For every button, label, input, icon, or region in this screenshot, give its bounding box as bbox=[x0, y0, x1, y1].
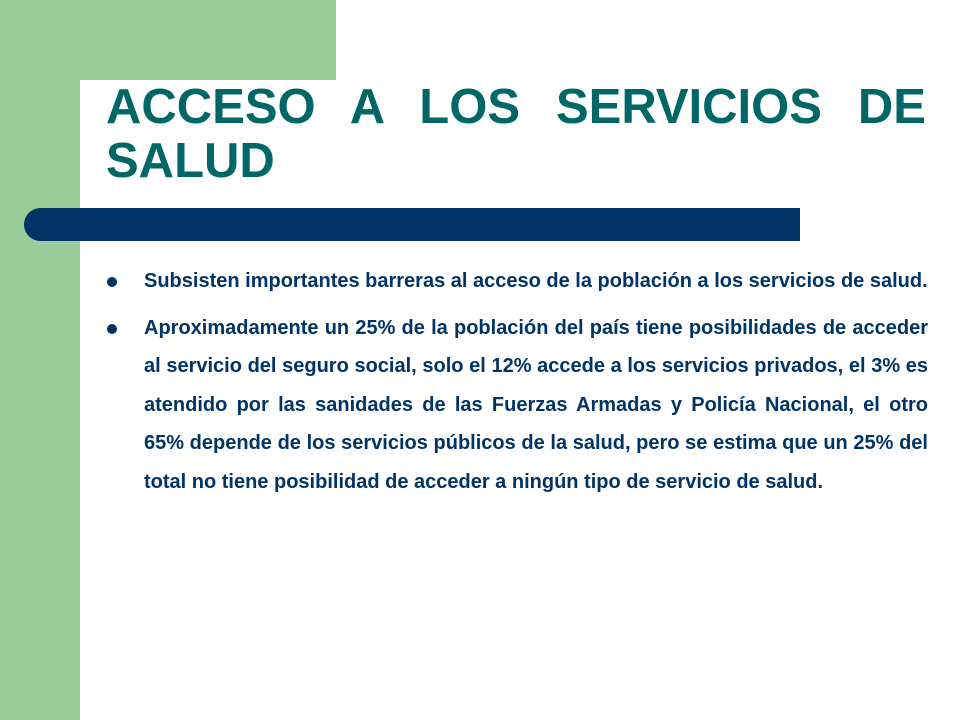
slide-title: ACCESO A LOS SERVICIOS DE SALUD bbox=[106, 80, 926, 188]
bullet-dot-icon bbox=[107, 324, 117, 334]
bullet-item bbox=[106, 262, 928, 301]
decorative-green-band-top bbox=[0, 0, 336, 80]
decorative-green-band-left bbox=[0, 0, 80, 720]
title-underline-bar bbox=[24, 208, 800, 241]
bullet-text: Aproximadamente un 25% de la población del país tiene posibilidades de acceder al servicio del seguro social, solo el 12% accede a los servicios privados, el 3% es atendido por las sanidades de las Fuerzas Armadas y Policía Nacional, el otro 65% depende de los servicios públicos de la salud, pero se estima que un 25% del total no tiene posibilidad de acceder a ningún tipo de servicio de salud. bbox=[144, 316, 928, 493]
bullet-item bbox=[106, 309, 928, 502]
bullet-dot-icon bbox=[107, 277, 117, 287]
bullet-list bbox=[106, 262, 928, 509]
bullet-text: Subsisten importantes barreras al acceso de la población a los servicios de salud. bbox=[144, 270, 928, 292]
